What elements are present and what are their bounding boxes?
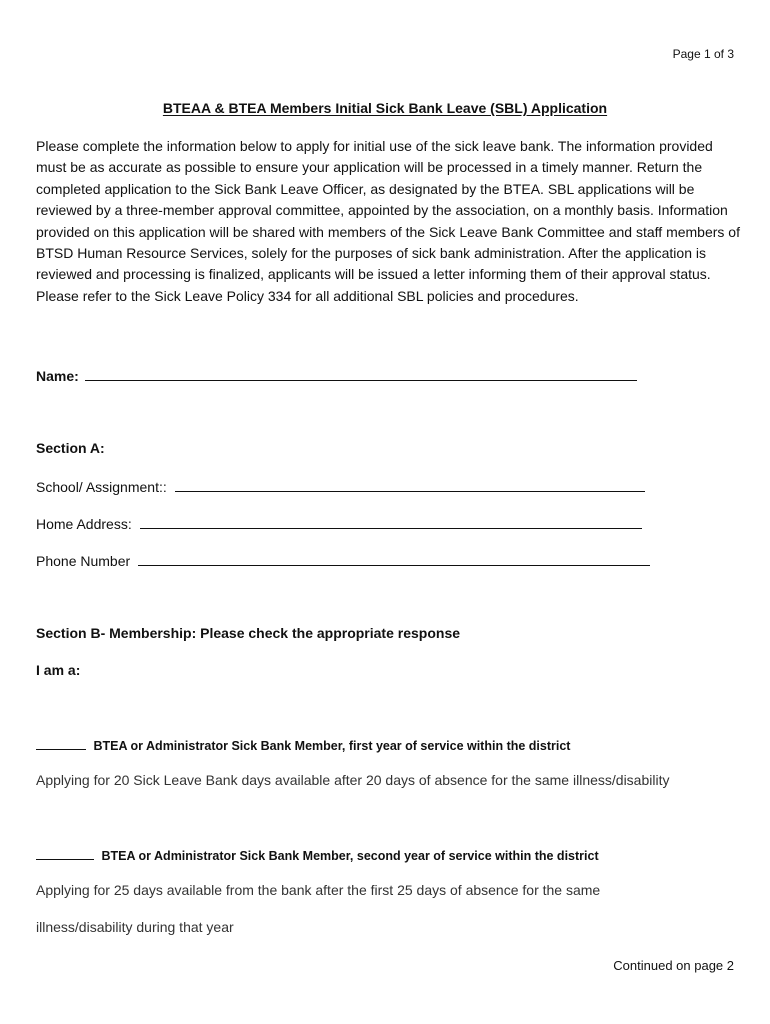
membership-prompt: I am a: [36,662,81,678]
phone-number-input-line[interactable] [138,551,650,566]
page-number: Page 1 of 3 [672,47,734,61]
name-label: Name: [36,368,79,384]
second-year-option-description-line1: Applying for 25 days available from the bank after the first 25 days of absence for the same [36,882,601,898]
second-year-option-label: BTEA or Administrator Sick Bank Member, second year of service within the district [101,849,599,863]
home-address-input-line[interactable] [140,514,642,529]
school-assignment-label: School/ Assignment:: [36,479,167,495]
membership-option-first-year [36,737,570,753]
first-year-option-label: BTEA or Administrator Sick Bank Member, first year of service within the district [93,739,571,753]
intro-paragraph: Please complete the information below to apply for initial use of the sick leave bank. The information provided must be as accurate as possible to ensure your application will be processed in a timely manner. Return the completed application to the Sick Bank Leave Officer, as designated by the BTEA. SBL applications will be reviewed by a three-member approval committee, appointed by the association, on a monthly basis. Information provided on this application will be shared with members of the Sick Leave Bank Committee and staff members of BTSD Human Resource Services, solely for the purposes of sick bank administration. After the application is reviewed and processing is finalized, applicants will be issued a letter informing them of their approval status. Please refer to the Sick Leave Policy 334 for all additional SBL policies and procedures. [36,138,740,304]
first-year-option-description: Applying for 20 Sick Leave Bank days available after 20 days of absence for the same illness/disability [36,772,670,788]
first-year-check-line[interactable] [36,737,86,750]
home-address-label: Home Address: [36,516,132,532]
school-assignment-row [36,477,645,495]
second-year-check-line[interactable] [36,847,94,860]
section-a-heading: Section A: [36,440,105,456]
continued-note: Continued on page 2 [613,958,734,973]
home-address-row [36,514,642,532]
phone-number-row [36,551,650,569]
school-assignment-input-line[interactable] [175,477,645,492]
section-b-heading: Section B- Membership: Please check the appropriate response [36,625,461,641]
second-year-option-description-line2: illness/disability during that year [36,919,234,935]
phone-number-label: Phone Number [36,553,131,569]
name-input-line[interactable] [85,366,637,381]
document-title: BTEAA & BTEA Members Initial Sick Bank Leave (SBL) Application [162,100,608,116]
name-field-row [36,366,637,384]
membership-option-second-year [36,847,599,863]
